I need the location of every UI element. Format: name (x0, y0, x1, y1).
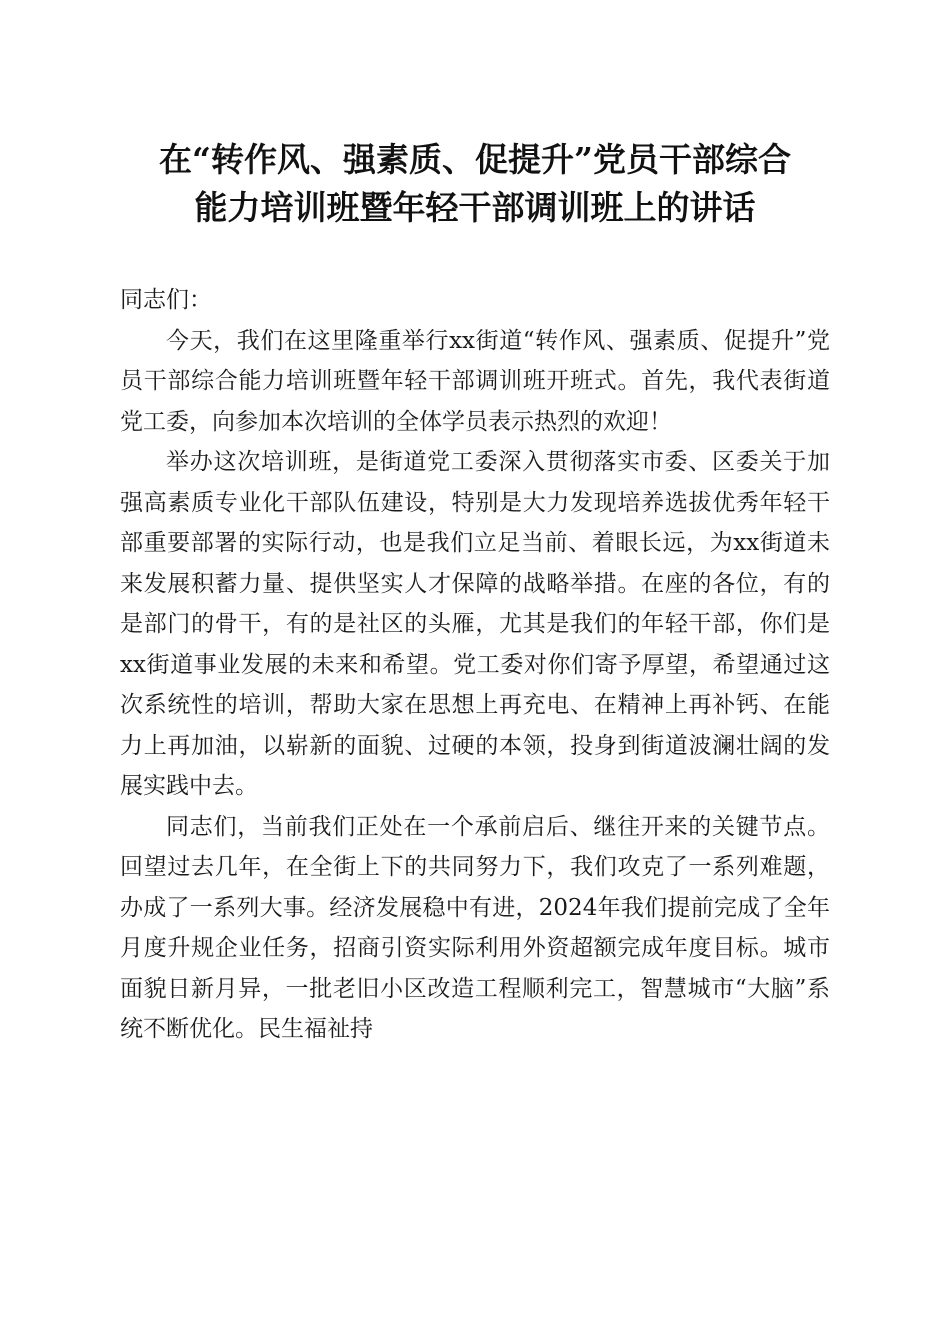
paragraph-purpose: 举办这次培训班，是街道党工委深入贯彻落实市委、区委关于加强高素质专业化干部队伍建设，特别是大力发现培养选拔优秀年轻干部重要部署的实际行动，也是我们立足当前、着眼长远，为xx街道未来发展积蓄力量、提供坚实人才保障的战略举措。在座的各位，有的是部门的骨干，有的是社区的头雁，尤其是我们的年轻干部，你们是xx街道事业发展的未来和希望。党工委对你们寄予厚望，希望通过这次系统性的培训，帮助大家在思想上再充电、在精神上再补钙、在能力上再加油，以崭新的面貌、过硬的本领，投身到街道波澜壮阔的发展实践中去。 (120, 449, 830, 799)
document-body (120, 280, 830, 1050)
salutation: 同志们： (120, 287, 212, 313)
title-line-2: 能力培训班暨年轻干部调训班上的讲话 (194, 188, 756, 227)
title-line-1: 在“转作风、强素质、促提升”党员干部综合 (159, 140, 791, 179)
paragraph-opening: 今天，我们在这里隆重举行xx街道“转作风、强素质、促提升”党员干部综合能力培训班暨年轻干部调训班开班式。首先，我代表街道党工委，向参加本次培训的全体学员表示热烈的欢迎！ (120, 327, 830, 435)
document-title (100, 136, 850, 232)
paragraph-review: 同志们，当前我们正处在一个承前启后、继往开来的关键节点。回望过去几年，在全街上下的共同努力下，我们攻克了一系列难题，办成了一系列大事。经济发展稳中有进，2024年我们提前完成了全年月度升规企业任务，招商引资实际利用外资超额完成年度目标。城市面貌日新月异，一批老旧小区改造工程顺利完工，智慧城市“大脑”系统不断优化。民生福祉持 (120, 813, 830, 1042)
